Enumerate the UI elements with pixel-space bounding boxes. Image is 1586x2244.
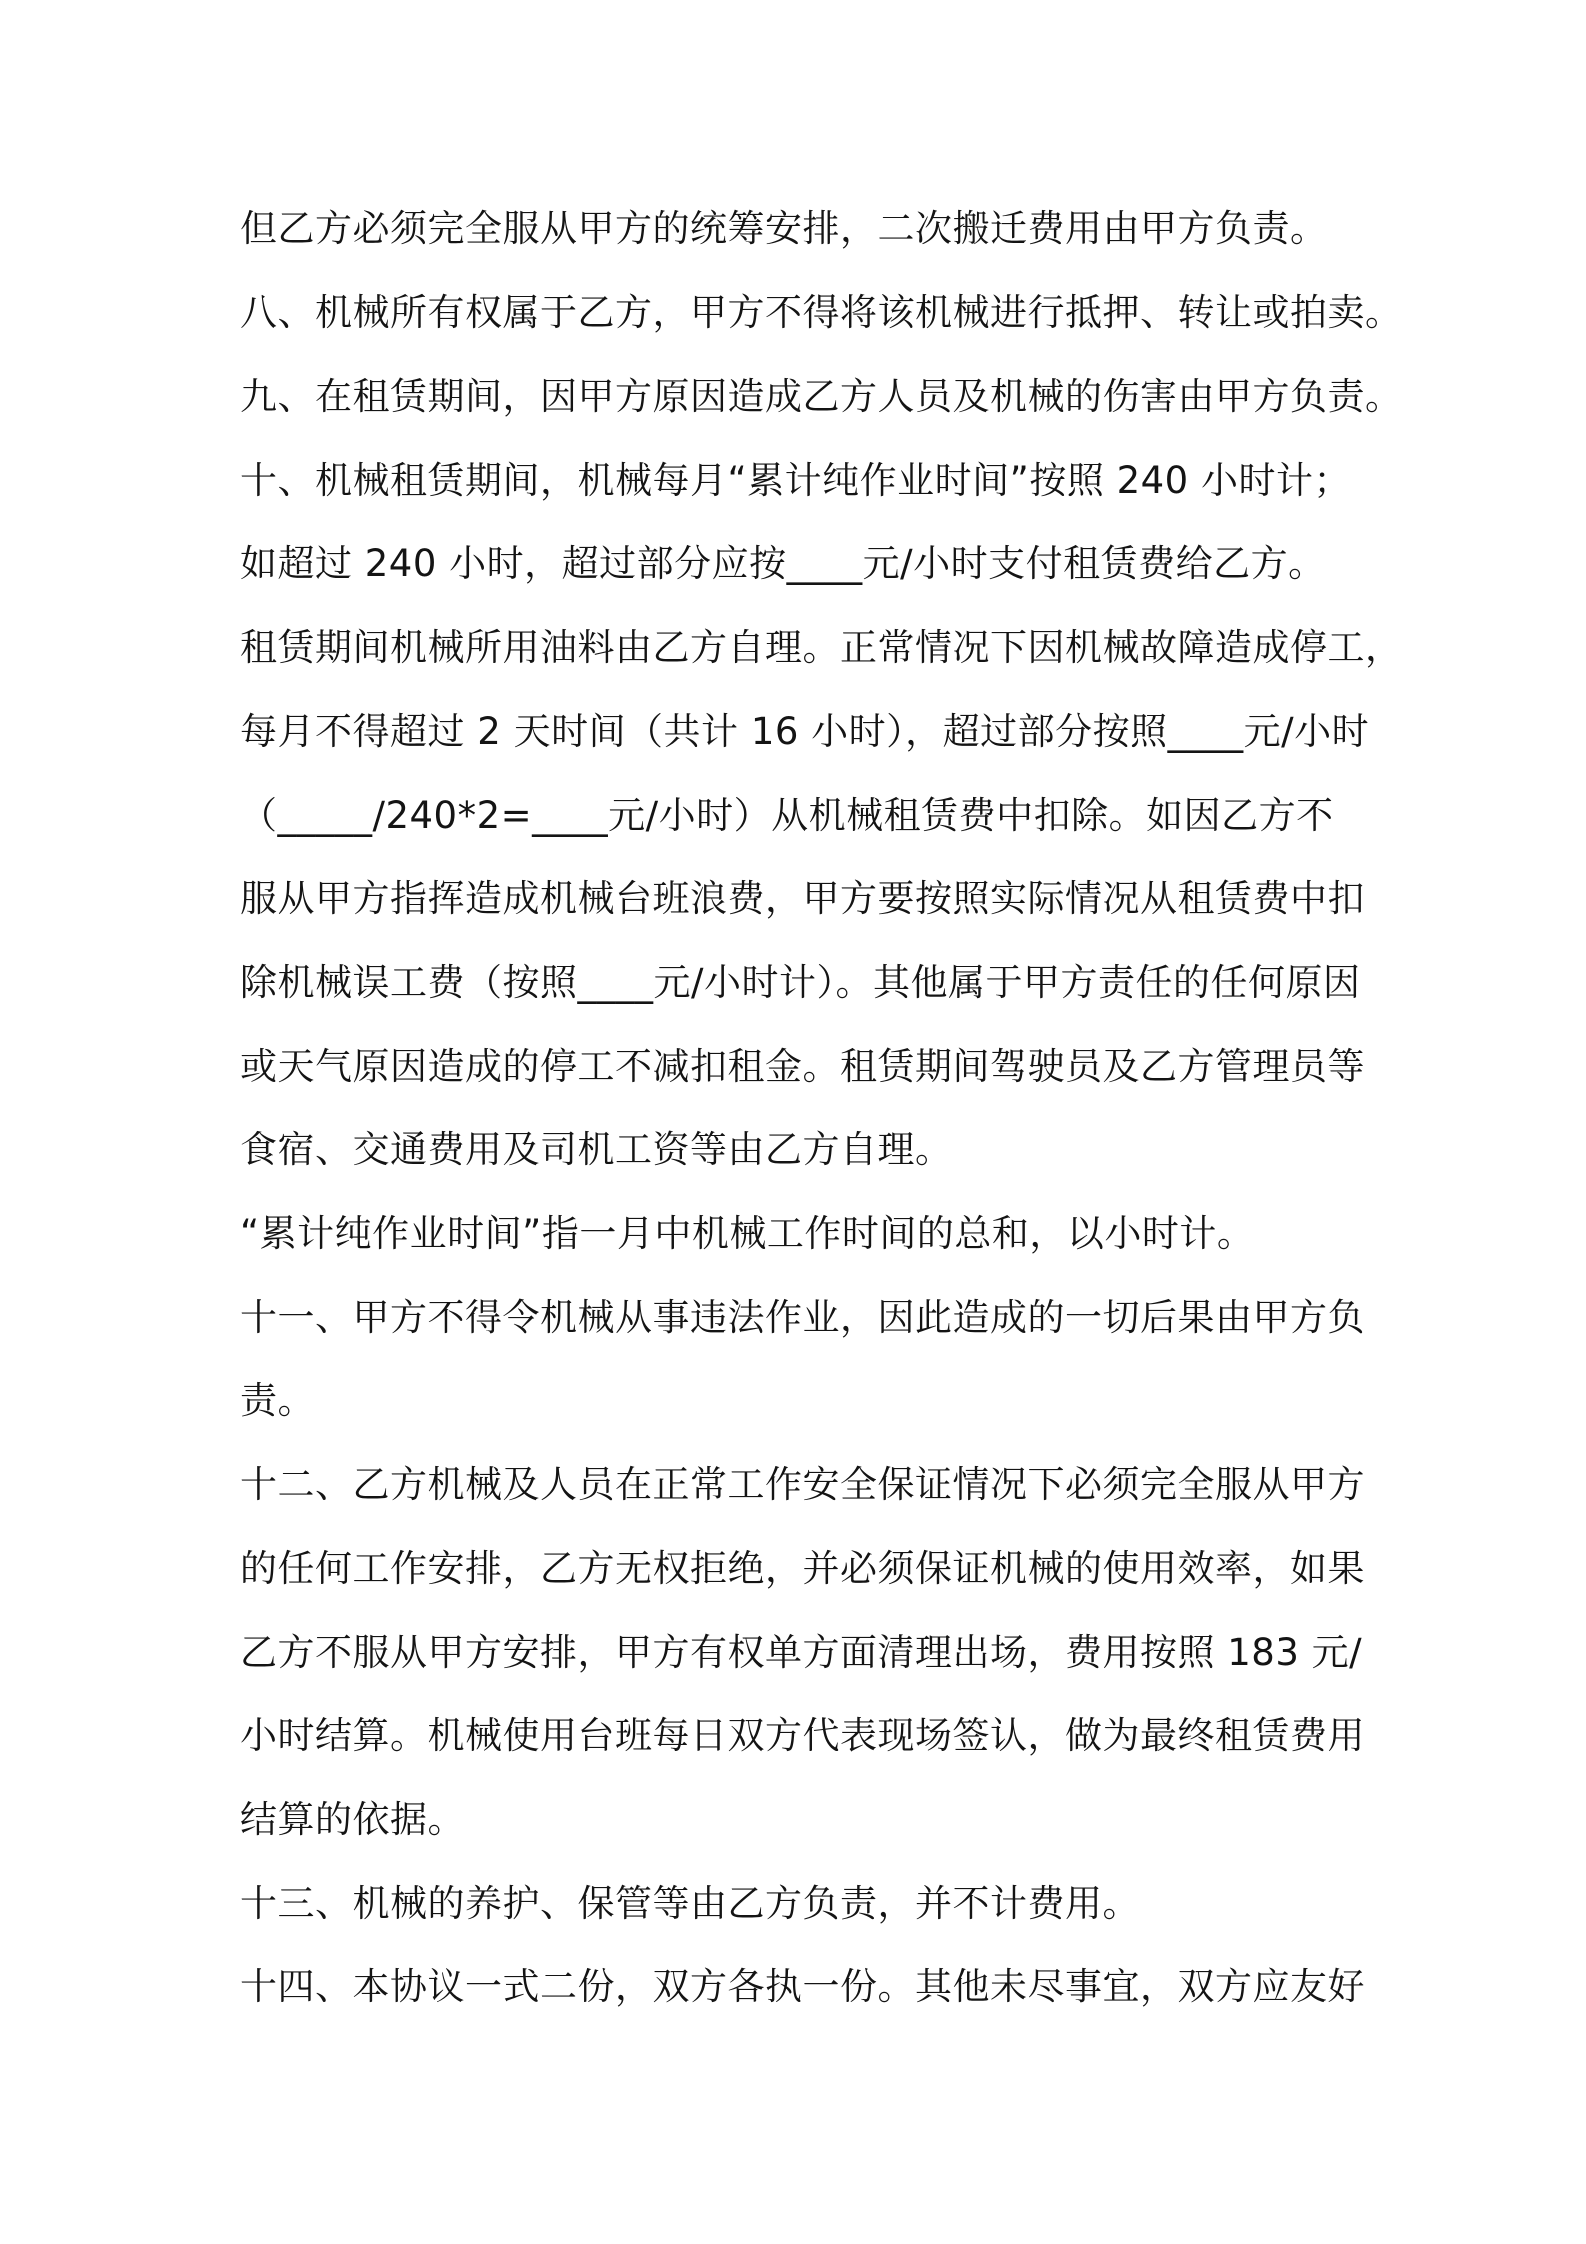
clause-8: 八、机械所有权属于乙方，甲方不得将该机械进行抵押、转让或拍卖。 xyxy=(240,291,1403,334)
text-line: 或天气原因造成的停工不减扣租金。租赁期间驾驶员及乙方管理员等 xyxy=(240,1045,1365,1088)
text-line: 除机械误工费（按照____元/小时计）。其他属于甲方责任的任何原因 xyxy=(240,961,1361,1004)
clause-14: 十四、本协议一式二份，双方各执一份。其他未尽事宜，双方应友好 xyxy=(240,1965,1365,2008)
text-line: 结算的依据。 xyxy=(240,1798,465,1841)
text-line: 但乙方必须完全服从甲方的统筹安排，二次搬迁费用由甲方负责。 xyxy=(240,207,1328,250)
text-line: 每月不得超过 2 天时间（共计 16 小时），超过部分按照____元/小时 xyxy=(240,710,1370,753)
text-line: 小时结算。机械使用台班每日双方代表现场签认，做为最终租赁费用 xyxy=(240,1714,1365,1757)
text-line: 服从甲方指挥造成机械台班浪费，甲方要按照实际情况从租赁费中扣 xyxy=(240,877,1365,920)
clause-9: 九、在租赁期间，因甲方原因造成乙方人员及机械的伤害由甲方负责。 xyxy=(240,375,1403,418)
clause-13: 十三、机械的养护、保管等由乙方负责，并不计费用。 xyxy=(240,1882,1140,1925)
text-line: 责。 xyxy=(240,1379,315,1422)
text-line: 的任何工作安排，乙方无权拒绝，并必须保证机械的使用效率，如果 xyxy=(240,1547,1365,1590)
text-line: 如超过 240 小时，超过部分应按____元/小时支付租赁费给乙方。 xyxy=(240,542,1326,585)
definition-note: “累计纯作业时间”指一月中机械工作时间的总和，以小时计。 xyxy=(240,1212,1255,1255)
text-line: 租赁期间机械所用油料由乙方自理。正常情况下因机械故障造成停工， xyxy=(240,626,1403,669)
clause-10: 十、机械租赁期间，机械每月“累计纯作业时间”按照 240 小时计； xyxy=(240,459,1351,502)
text-line: （_____/240*2=____元/小时）从机械租赁费中扣除。如因乙方不 xyxy=(240,794,1334,837)
text-line: 食宿、交通费用及司机工资等由乙方自理。 xyxy=(240,1128,953,1171)
clause-11: 十一、甲方不得令机械从事违法作业，因此造成的一切后果由甲方负 xyxy=(240,1296,1365,1339)
text-line: 乙方不服从甲方安排，甲方有权单方面清理出场，费用按照 183 元/ xyxy=(240,1631,1363,1674)
clause-12: 十二、乙方机械及人员在正常工作安全保证情况下必须完全服从甲方 xyxy=(240,1463,1365,1506)
